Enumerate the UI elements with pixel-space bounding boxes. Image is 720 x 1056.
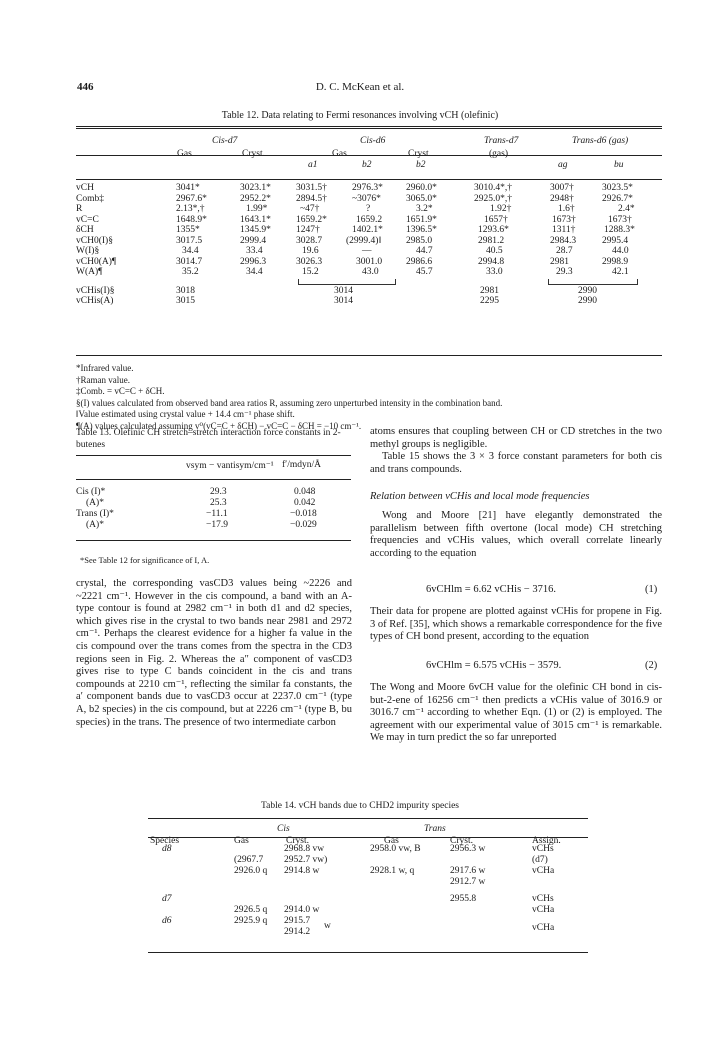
table12-notes: [76, 363, 666, 432]
table14-cell: 2917.6 w: [450, 866, 486, 876]
t13-footnote: *See Table 12 for significance of I, A.: [80, 555, 210, 565]
t14-cryst: Cryst.: [286, 836, 309, 846]
t12-sym-a1: a1: [308, 160, 318, 170]
table-row: vCH0(A)¶ 3014.7 2996.3 3026.3 3001.0 2986.6 2994.8 2981 2998.9: [76, 256, 629, 267]
table14-cell: 2958.0 vw, B: [370, 844, 421, 854]
note-comb: ‡Comb. = vC=C + δCH.: [76, 386, 165, 396]
t12-brace-trans-d6: [548, 279, 638, 285]
table12-top-rule: [76, 126, 662, 127]
table14-bottom-rule: [148, 952, 588, 953]
equation-2-number: (2): [645, 660, 658, 671]
table14-cell: 2926.5 q: [234, 904, 268, 915]
t12-group-cis-d7: Cis-d7: [212, 136, 238, 146]
t14-gas: Gas: [234, 836, 249, 846]
table14-cell: vCHs: [532, 844, 554, 854]
t13-col-f: f′/mdyn/Å: [282, 460, 322, 470]
table14-cell: 2926.0 q: [234, 866, 268, 876]
table14-cell: 2914.2: [284, 926, 311, 937]
note-estimated: ‖Value estimated using crystal value + 14.4 cm⁻¹ phase shift.: [76, 409, 295, 419]
t12-sub-gas-1: Gas: [177, 149, 192, 159]
table-row: vC=C 1648.9* 1643.1* 1659.2* 1659.2 1651.9* 1657† 1673† 1673†: [76, 214, 632, 225]
t14-trans: Trans: [424, 824, 446, 834]
t12-sub-cryst-1: Cryst.: [242, 149, 265, 159]
table13-header-rule: [76, 479, 351, 480]
note-i-values: §(I) values calculated from observed band area ratios R, assuming zero unperturbed intensity in the combination band.: [76, 397, 503, 408]
table-row: Comb‡ 2967.6* 2952.2* 2894.5† ~3076* 3065.0* 2925.0*,† 2948† 2926.7*: [76, 193, 633, 204]
left-column-text: crystal, the corresponding vasCD3 values being ~2226 and ~2221 cm⁻¹. However in the cis compound, a band with an A-type contour is found at 2982 cm⁻¹ in both d1 and d2 species, which gives rise in the crystal to two bands near 2981 and 2972 cm⁻¹. Perhaps the clearest evidence for a higher fa value in the cis compound over the trans comes from the spectra in the CD3 regions seen in Fig. 2. Whereas the a″ component of vasCD3 gives rise to type C bands coincident in the cis and trans compounds at 2210 cm⁻¹, reflecting the similar fa constants, the a′ component bands due to vasCD3 occur at 2237.0 cm⁻¹ (type A, b2 species) in the cis compound, but at 2226 cm⁻¹ (type B, bu species) in the trans. The presence of two intermediate carbon: [76, 578, 352, 728]
table-row: δCH 1355* 1345.9* 1247† 1402.1* 1396.5* 1293.6* 1311† 1288.3*: [76, 225, 635, 235]
paragraph: atoms ensures that coupling between CH or CD stretches in the two methyl groups is negligible.: [370, 426, 662, 450]
t14-cryst2: Cryst.: [450, 836, 473, 846]
table14-cell: 2925.9 q: [234, 915, 268, 926]
table13-top-rule: [76, 455, 351, 456]
table14-cell: vCHa: [532, 866, 555, 876]
table14-cell: 2915.7: [284, 915, 311, 926]
t12-body: [76, 183, 662, 307]
right-column-top: [370, 426, 662, 476]
t12-sym-b2: b2: [362, 160, 372, 170]
table14-cell: 2914.0 w: [284, 904, 320, 915]
table14-cell: 2928.1 w, q: [370, 866, 415, 876]
t14-species: Species: [150, 836, 180, 846]
t14-cis: Cis: [277, 824, 290, 834]
equation-2: 6vCHlm = 6.575 vCHis − 3579.: [426, 660, 562, 671]
table14-cell: (2967.7: [234, 855, 264, 865]
t14-gas2: Gas: [384, 836, 399, 846]
table12-top-rule-2: [76, 128, 662, 129]
section-title: Relation between vCHis and local mode frequencies: [370, 491, 590, 502]
table-row: W(A)¶ 35.2 34.4 15.2 43.0 45.7 33.0 29.3 42.1: [76, 267, 629, 277]
table12-header-rule: [76, 155, 662, 156]
table-row: W(I)§ 34.4 33.4 19.6 — 44.7 40.5 28.7 44.0: [76, 246, 629, 256]
table12-caption: Table 12. Data relating to Fermi resonances involving vCH (olefinic): [221, 110, 499, 121]
table14-header-rule: [148, 837, 588, 838]
note-raman: †Raman value.: [76, 374, 130, 385]
table12-header-rule-2: [76, 179, 662, 180]
table13-caption: Table 13. Olefinic CH stretch–stretch interaction force constants in 2-butenes: [76, 428, 341, 450]
t12-sym-b2-cryst: b2: [416, 160, 426, 170]
t12-brace-cis-d6: [298, 279, 396, 285]
table14-cell: 2912.7 w: [450, 877, 486, 887]
t12-sym-ag: ag: [558, 160, 568, 170]
table14-cell: d8: [162, 844, 172, 854]
table14-cell: vCHs: [532, 893, 554, 904]
table14-cell: 2968.8 vw: [284, 844, 325, 854]
table12-bottom-rule: [76, 355, 662, 356]
table14-cell: 2956.3 w: [450, 844, 486, 854]
t12-group-trans-d7: Trans-d7: [484, 136, 519, 146]
right-column-p4: Their data for propene are plotted against vCHis for propene in Fig. 3 of Ref. [35], which shows a remarkable correspondence for the five types of CH bond present, according to the equation: [370, 606, 662, 643]
t12-sub-gas-3: (gas): [489, 149, 508, 159]
table-row: vCH0(I)§ 3017.5 2999.4 3028.7 (2999.4)‖ 2985.0 2981.2 2984.3 2995.4: [76, 235, 629, 246]
table14-cell: 2914.8 w: [284, 866, 320, 876]
table14-cell: (d7): [532, 855, 548, 865]
t12-sym-bu: bu: [614, 160, 624, 170]
table14-cell: vCHa: [532, 923, 555, 934]
table-row: R 2.13*,† 1.99* ~47† ? 3.2* 1.92† 1.6† 2.4*: [76, 204, 635, 214]
t13-col-v: vsym − vantisym/cm⁻¹: [186, 461, 274, 471]
right-column-p5: The Wong and Moore 6vCH value for the olefinic CH bond in cis-but-2-ene of 16256 cm⁻¹ then predicts a vCHis value of 3016.9 or 3016.7 cm⁻¹ according to whether Eqn. (1) or (2) is employed. The agreement with our experimental value of 3015 cm⁻¹ is remarkable. We may in turn predict the so far unreported: [370, 682, 662, 744]
note-a-values: ¶(A) values calculated assuming v⁰(vC=C + δCH) − vC=C − δCH = −10 cm⁻¹.: [76, 420, 362, 431]
table13-bottom-rule: [76, 540, 351, 541]
t12-group-cis-d6: Cis-d6: [360, 136, 386, 146]
t12-sub-gas-2: Gas: [332, 149, 347, 159]
table14-cell: vCHa: [532, 904, 555, 915]
t14-assign: Assign.: [532, 836, 561, 846]
t12-sub-cryst-2: Cryst.: [408, 149, 431, 159]
table14-cell: 2955.8: [450, 893, 477, 904]
table14-top-rule: [148, 818, 588, 819]
table14-caption: Table 14. vCH bands due to CHD2 impurity species: [260, 801, 459, 811]
table14-cell: 2952.7 vw): [284, 855, 328, 865]
table-row: vCH 3041* 3023.1* 3031.5† 2976.3* 2960.0* 3010.4*,† 3007† 3023.5*: [76, 183, 633, 193]
table14-cell: w: [324, 921, 331, 931]
journal-page: 446 D. C. McKean et al. Table 12. Data relating to Fermi resonances involving vCH (olefinic) Cis-d7 Cis-d6 Trans-d7 Trans-d6 (gas) Gas Cryst. Gas Cryst. (gas) a1 b2 b2 ag bu vCH 3041* 3023.1* 3031.5† 2976.3* 2960.0* 3010.4*,† 3007† 3023.5* Comb‡ 2967.6* 2952.2* 2894.5† ~3076* 3065.0* 2925.0*,† 2948† 2926.7* R 2.13*,† 1.99* ~47† ? 3.2* 1.92† 1.6† 2.4* vC=C 1648.9* 1643.1* 1659.2* 1659.2 1651.9* 1657† 1673† 1673† δCH 1355* 1345.9* 1247† 1402.1* 1396.5* 1293.6* 1311† 1288.3* vCH0(I)§ 3017.5 2999.4 3028.7 (2999.4)‖ 2985.0 2981.2 2984.3 2995.4 W(I)§ 34.4 33.4 19.6 — 44.7 40.5 28.7 44.0 vCH0(A)¶ 3014.7 2996.3 3026.3 3001.0 2986.6 2994.8 2981 2998.9 W(A)¶ 35.2 34.4 15.2 43.0 45.7 33.0 29.3 42.1 vCHis(I)§ 3018 3014 2981 2990 vCHis(A) 3015 3014 2295 2990 *Infrared value. †Raman value. ‡Comb. = vC=C + δCH. §(I) values calculated from observed band area ratios R, assuming zero unperturbed intensity in the combination band. ‖Value estimated using crystal value + 14.4 cm⁻¹ phase shift. ¶(A) values calculated assuming v⁰(vC=C + δCH) − vC=C − δCH = −10 cm⁻¹. Table 13. Olefinic CH stretch–stretch interaction force constants in 2-butenes vsym − vantisym/cm⁻¹ f′/mdyn/Å Cis (I)* 29.3 0.048 (A)* 25.3 0.042 Trans (I)* −11.1 −0.018 (A)* −17.9 −0.029 *See Table 12 for significance of I, A. crystal, the corresponding vasCD3 values being ~2226 and ~2221 cm⁻¹. However in the cis compound, a band with an A-type contour is found at 2982 cm⁻¹ in both d1 and d2 species, which gives rise in the crystal to two bands near 2981 and 2972 cm⁻¹. Perhaps the clearest evidence for a higher fa value in the cis compound over the trans comes from the spectra in the CD3 regions seen in Fig. 2. Whereas the a″ component of vasCD3 gives rise to type C bands coincident in the cis and trans compounds at 2210 cm⁻¹, reflecting the similar fa constants, the a′ component bands due to vasCD3 occur at 2237.0 cm⁻¹ (type A, b2 species) in the cis compound, but at 2226 cm⁻¹ (type B, bu species) in the trans. The presence of two intermediate carbon atoms ensures that coupling between CH or CD stretches in the two methyl groups is negligible. Table 15 shows the 3 × 3 force constant parameters for both cis and trans compounds. Relation between vCHis and local mode frequencies Wong and Moore [21] have elegantly demonstrated the parallelism between fifth overtone (local mode) CH stretching frequencies and vCHis values, which overall correlate linearly according to the equation 6vCHlm = 6.62 vCHis − 3716. (1) Their data for propene are plotted against vCHis for propene in Fig. 3 of Ref. [35], which shows a remarkable correspondence for the five types of CH bond present, according to the equation 6vCHlm = 6.575 vCHis − 3579. (2) The Wong and Moore 6vCH value for the olefinic CH bond in cis-but-2-ene of 16256 cm⁻¹ then predicts a vCHis value of 3016.9 or 3016.7 cm⁻¹ according to whether Eqn. (1) or (2) is employed. The agreement with our experimental value of 3015 cm⁻¹ is remarkable. We may in turn predict the so far unreported Table 14. vCH bands due to CHD2 impurity species Cis Trans Species Gas Cryst. Gas Cryst. Assign. d8 2968.8 vw 2958.0 vw, B 2956.3 w vCHs (2967.7 2952.7 vw) (d7) 2926.0 q 2914.8 w 2928.1 w, q 2917.6 w vCHa 2912.7 w d7 2955.8 vCHs 2926.5 q 2914.0 w vCHa d6 2925.9 q 2915.7 vCHa 2914.2 w: [0, 0, 720, 1056]
table-row: vCHis(I)§ 3018 3014 2981 2990: [76, 285, 597, 296]
t12-group-trans-d6: Trans-d6 (gas): [572, 136, 629, 146]
table14-cell: d7: [162, 893, 172, 904]
running-head: D. C. McKean et al.: [315, 81, 405, 93]
paragraph: Table 15 shows the 3 × 3 force constant parameters for both cis and trans compounds.: [370, 451, 662, 475]
equation-1: 6vCHlm = 6.62 vCHis − 3716.: [426, 584, 556, 595]
equation-1-number: (1): [645, 584, 658, 595]
right-column-p3: Wong and Moore [21] have elegantly demonstrated the parallelism between fifth overtone (local mode) CH stretching frequencies and vCHis values, which overall correlate linearly according to the equation: [370, 510, 662, 559]
note-infrared: *Infrared value.: [76, 363, 134, 373]
page-number: 446: [77, 81, 94, 93]
table14-cell: d6: [162, 915, 172, 926]
table-row: vCHis(A) 3015 3014 2295 2990: [76, 296, 597, 306]
